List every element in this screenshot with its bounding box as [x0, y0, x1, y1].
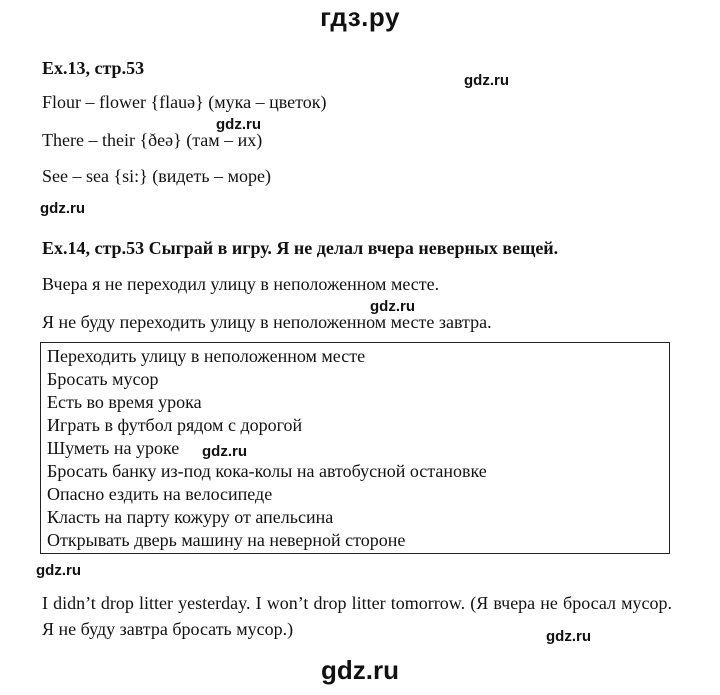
- ex13-line-2: There – their {ðeə} (там – их): [42, 130, 263, 150]
- box-item: Шуметь на уроке: [47, 438, 180, 458]
- box-item: Переходить улицу в неположенном месте: [47, 346, 366, 366]
- box-item: Бросать банку из-под кока-колы на автобусной остановке: [47, 461, 487, 481]
- watermark: gdz.ru: [40, 200, 85, 217]
- box-item: Бросать мусор: [47, 369, 159, 389]
- ex14-line-1: Вчера я не переходил улицу в неположенном месте.: [42, 274, 440, 294]
- ex14-heading: Ex.14, стр.53 Сыграй в игру. Я не делал вчера неверных вещей.: [42, 238, 559, 258]
- box-item: Опасно ездить на велосипеде: [47, 484, 273, 504]
- box-item: Открывать дверь машину на неверной стороне: [47, 530, 406, 550]
- site-footer-title: gdz.ru: [321, 655, 399, 685]
- ex13-line-3: See – sea {si:} (видеть – море): [42, 166, 271, 186]
- ex13-heading: Ex.13, стр.53: [42, 58, 145, 78]
- watermark: gdz.ru: [464, 72, 509, 89]
- ex14-line-2: Я не буду переходить улицу в неположенном месте завтра.: [42, 312, 492, 332]
- watermark: gdz.ru: [216, 116, 261, 133]
- box-item: Играть в футбол рядом с дорогой: [47, 415, 303, 435]
- watermark: gdz.ru: [546, 628, 591, 645]
- site-header-title: гдз.ру: [320, 2, 400, 32]
- box-item: Класть на парту кожуру от апельсина: [47, 507, 334, 527]
- ex13-line-1: Flour – flower {flauə} (мука – цветок): [42, 92, 327, 112]
- ex14-answer: I didn’t drop litter yesterday. I won’t drop litter tomorrow. (Я вчера не бросал мусор. Я не буду завтра бросать мусор.): [42, 593, 672, 639]
- box-item: Есть во время урока: [47, 392, 202, 412]
- watermark: gdz.ru: [202, 443, 247, 460]
- activities-box: [40, 342, 670, 554]
- watermark: gdz.ru: [370, 298, 415, 315]
- watermark: gdz.ru: [36, 562, 81, 579]
